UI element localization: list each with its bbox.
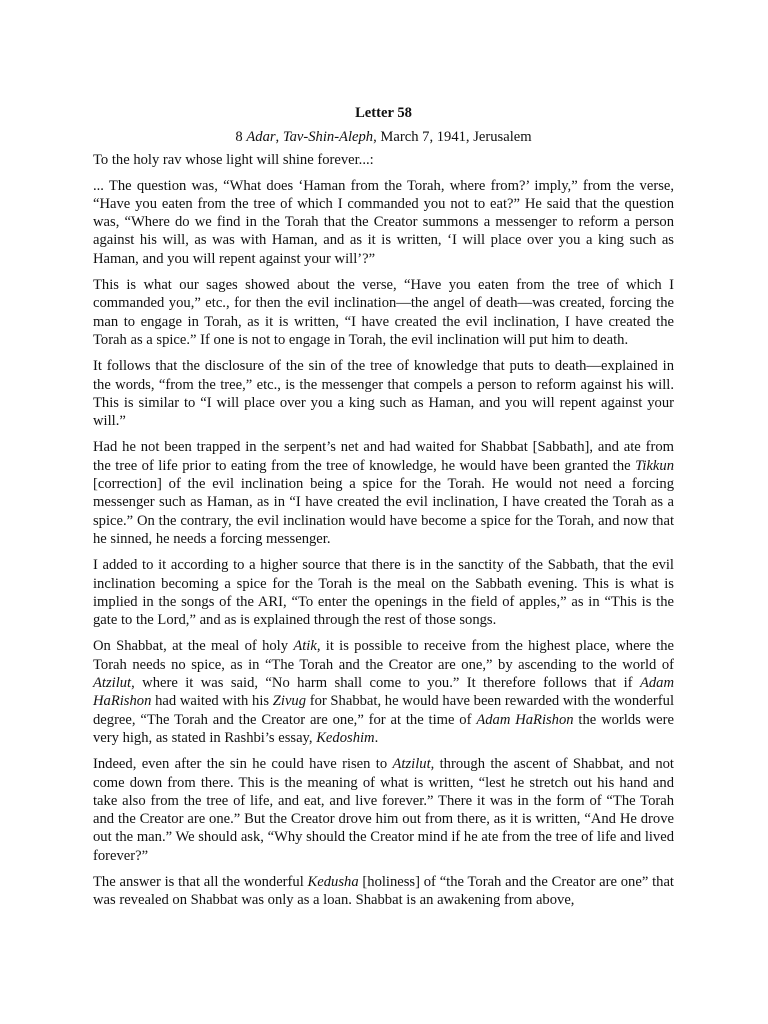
paragraph-text: This is what our sages showed about the verse, “Have you eaten from the tree of which I commanded you,” etc., for then the evil inclination—the angel of death—was created, forcing the man to engage in Torah, as it is written, “I have created the evil inclination, I have created the Torah as a spice.” If one is not to engage in Torah, the evil inclination will put him to death. [93,277,674,348]
paragraph-text: On Shabbat, at the meal of holy [93,638,294,655]
letter-dateline: 8 Adar, Tav-Shin-Aleph, March 7, 1941, Jerusalem [235,129,532,145]
italic-term: Tikkun [635,457,674,474]
paragraph-text: , it is possible to receive from the highest place, where the Torah needs no spice, as in “The Torah and the Creator are one,” by ascending to the world of [93,638,674,673]
body-paragraph [93,177,674,268]
letter-body [93,177,674,910]
italic-term: Adam HaRishon [476,711,574,728]
paragraph-text: , through the ascent of Shabbat, and not come down from there. This is the meaning of what is written, “lest he stretch out his hand and take also from the tree of life, and eat, and live forever.” There it was in the form of “The Torah and the Creator are one.” But the Creator drove him out from there, as it is written, “And He drove out the man.” We should ask, “Why should the Creator mind if he ate from the tree of life and lived forever?” [93,756,674,864]
body-paragraph [93,438,674,548]
paragraph-text: for Shabbat, he would have been rewarded with the wonderful degree, “The Torah and the Creator are one,” for at the time of [93,693,674,728]
paragraph-text: I added to it according to a higher source that there is in the sanctity of the Sabbath, that the evil inclination becoming a spice for the Torah is the meal on the Sabbath evening. This is what is implied in the songs of the ARI, “To enter the openings in the field of apples,” as in “This is the gate to the Lord,” and as is explained through the rest of those songs. [93,557,674,629]
letter-salutation: To the holy rav whose light will shine forever...: [93,152,374,169]
paragraph-text: ... The question was, “What does ‘Haman from the Torah, where from?’ imply,” from the verse, “Have you eaten from the tree of which I commanded you not to eat?” He said that the question was, “Where do we find in the Torah that the Creator summons a messenger to reform a person against his will, as was with Haman, and as it is written, ‘I will place over you a king such as Haman, and you will repent against your will’?” [93,177,674,267]
dateline-day: 8 [235,129,243,145]
italic-term: Adam HaRishon [93,675,674,710]
body-paragraph [93,276,674,349]
italic-term: Kedoshim [316,729,375,746]
paragraph-text: It follows that the disclosure of the sin of the tree of knowledge that puts to death—explained in the words, “from the tree,” etc., is the messenger that compels a person to reform against his will. This is similar to “I will place over you a king such as Haman, and you will repent against your will.” [93,358,674,430]
paragraph-text: Had he not been trapped in the serpent’s net and had waited for Shabbat [Sabbath], and ate from the tree of life prior to eating from the tree of knowledge, he would have been granted the [93,439,674,474]
italic-term: Atzilut [392,756,431,773]
paragraph-text: The answer is that all the wonderful [93,873,308,890]
paragraph-text: . [374,729,379,746]
body-paragraph [93,755,674,865]
dateline-rest: , March 7, 1941, Jerusalem [373,129,532,145]
letter-title: Letter 58 [355,105,412,121]
body-paragraph [93,357,674,430]
paragraph-text: the worlds were very high, as stated in Rashbi’s essay, [93,711,675,746]
body-paragraph [93,637,674,747]
paragraph-text: [holiness] of “the Torah and the Creator are one” that was revealed on Shabbat was only as a loan. Shabbat is an awakening from above, [93,873,674,909]
letter-page [93,104,674,918]
paragraph-text: [correction] of the evil inclination being a spice for the Torah. He would not need a forcing messenger such as Haman, as in “I have created the evil inclination, I have created the Torah as a spice.” On the contrary, the evil inclination would have become a spice for the Torah, and now that he sinned, he needs a forcing messenger. [93,476,674,547]
paragraph-text: Indeed, even after the sin he could have risen to [93,756,393,773]
paragraph-text: , where it was said, “No harm shall come to you.” It therefore follows that if [131,675,640,692]
dateline-hebrew-month: Adar [246,129,276,145]
body-paragraph [93,556,674,629]
italic-term: Atik [293,638,317,655]
paragraph-text: had waited with his [151,693,273,710]
italic-term: Zivug [272,693,307,710]
italic-term: Atzilut [93,675,132,692]
dateline-hebrew-year: Tav-Shin-Aleph [282,129,374,145]
body-paragraph [93,873,674,910]
italic-term: Kedusha [307,873,359,890]
